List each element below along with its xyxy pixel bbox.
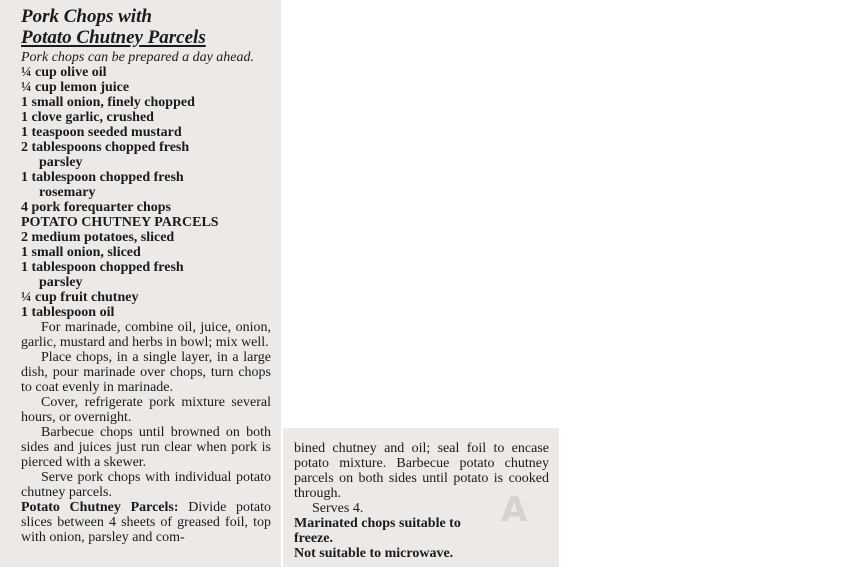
ingredient-item <box>21 125 281 140</box>
serves-text: Serves 4. <box>312 501 364 516</box>
recipe-clipping-main <box>0 0 281 567</box>
recipe-clipping-continued <box>283 428 559 567</box>
ingredient-text-continued: rosemary <box>39 185 96 200</box>
method-step: Serve pork chops with individual potato chutney parcels. <box>21 470 271 500</box>
ingredient-item <box>21 305 281 320</box>
parcels-ingredients-list <box>21 230 281 320</box>
recipe-title-line1: Pork Chops with <box>21 6 152 27</box>
parcels-heading: POTATO CHUTNEY PARCELS <box>21 215 219 230</box>
recipe-title <box>21 6 281 48</box>
ingredient-item <box>21 290 281 305</box>
ingredient-item <box>21 245 281 260</box>
ingredient-item <box>21 230 281 245</box>
ingredient-text: ¼ cup lemon juice <box>21 80 130 95</box>
ingredient-item <box>21 65 281 80</box>
ingredient-text: 1 tablespoon oil <box>21 305 115 320</box>
method-steps <box>21 320 281 500</box>
ingredient-item <box>21 80 281 95</box>
continued-text: bined chutney and oil; seal foil to encase potato mixture. Barbecue potato chutney parcels on both sides until potato is cooked through. <box>294 441 549 501</box>
recipe-intro: Pork chops can be prepared a day ahead. <box>21 50 255 65</box>
parcels-step-text: Divide potato slices between 4 sheets of greased foil, top with onion, parsley and com- <box>21 500 271 545</box>
microwave-note: Not suitable to microwave. <box>294 546 454 561</box>
ingredient-text: 1 tablespoon chopped fresh <box>21 170 184 185</box>
ingredient-item <box>21 200 281 215</box>
ingredient-text: ¼ cup fruit chutney <box>21 290 139 305</box>
method-step: For marinade, combine oil, juice, onion, garlic, mustard and herbs in bowl; mix well. <box>21 320 271 350</box>
ingredient-item <box>21 140 281 170</box>
method-step: Barbecue chops until browned on both sides and juices just run clear when pork is pierced with a skewer. <box>21 425 271 470</box>
method-step: Place chops, in a single layer, in a large dish, pour marinade over chops, turn chops to coat evenly in marinade. <box>21 350 271 395</box>
ingredient-item <box>21 95 281 110</box>
ingredient-text: 1 tablespoon chopped fresh <box>21 260 184 275</box>
ingredient-text: 1 small onion, finely chopped <box>21 95 195 110</box>
ingredient-text: 4 pork forequarter chops <box>21 200 171 215</box>
method-step: Cover, refrigerate pork mixture several hours, or overnight. <box>21 395 271 425</box>
ingredient-text: 1 small onion, sliced <box>21 245 141 260</box>
ingredient-item <box>21 110 281 125</box>
ingredient-text: 2 tablespoons chopped fresh <box>21 140 190 155</box>
ingredient-text: 2 medium potatoes, sliced <box>21 230 175 245</box>
ingredient-text: 1 teaspoon seeded mustard <box>21 125 182 140</box>
ingredient-text: ¼ cup olive oil <box>21 65 107 80</box>
recipe-title-line2: Potato Chutney Parcels <box>21 27 206 48</box>
ingredient-text-continued: parsley <box>39 275 83 290</box>
ingredients-list <box>21 65 281 215</box>
freeze-note: Marinated chops suitable to freeze. <box>294 516 461 546</box>
ingredient-text-continued: parsley <box>39 155 83 170</box>
parcels-step <box>21 500 271 545</box>
parcels-step-label: Potato Chutney Parcels: <box>21 500 179 515</box>
ingredient-item <box>21 260 281 290</box>
ingredient-item <box>21 170 281 200</box>
bleed-through-decoration: A <box>501 490 528 530</box>
ingredient-text: 1 clove garlic, crushed <box>21 110 154 125</box>
